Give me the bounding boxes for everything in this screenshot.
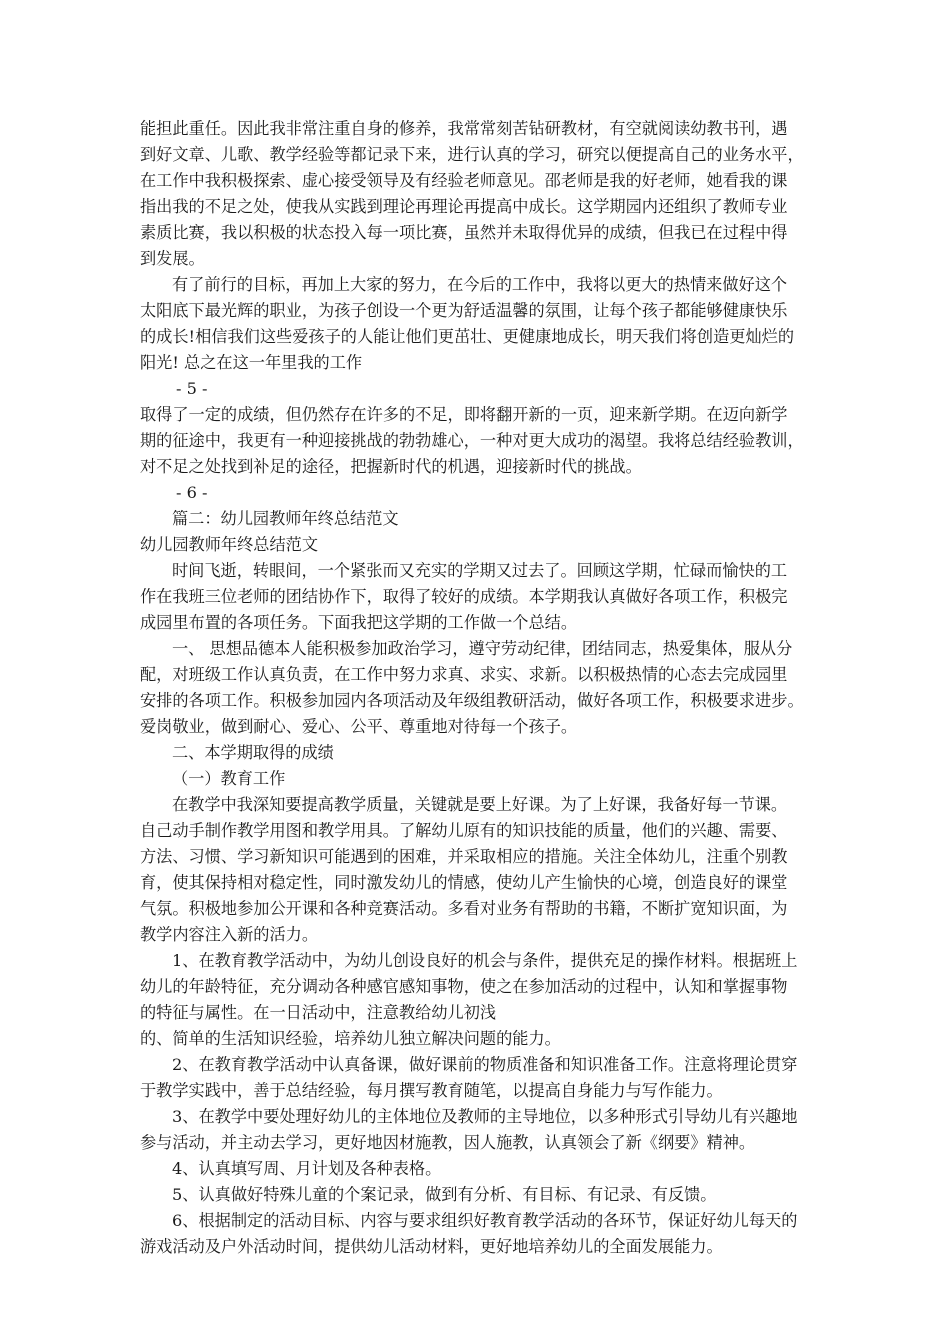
text-line: 的成长!相信我们这些爱孩子的人能让他们更茁壮、更健康地成长，明天我们将创造更灿烂的	[140, 327, 795, 346]
text-line: 素质比赛，我以积极的状态投入每一项比赛，虽然并未取得优异的成绩，但我已在过程中得	[140, 223, 788, 242]
text-line: 能担此重任。因此我非常注重自身的修养，我常常刻苦钻研教材，有空就阅读幼教书刊，遇	[140, 119, 788, 138]
text-line: 育，使其保持相对稳定性，同时激发幼儿的情感，使幼儿产生愉快的心境，创造良好的课堂	[140, 873, 788, 892]
page-number: - 5 -	[176, 379, 208, 398]
paragraph-start: 时间飞逝，转眼间，一个紧张而又充实的学期又过去了。回顾这学期，忙碌而愉快的工	[172, 561, 788, 580]
text-line: 到发展。	[140, 249, 205, 268]
text-line: 取得了一定的成绩，但仍然存在许多的不足，即将翻开新的一页，迎来新学期。在迈向新学	[140, 405, 788, 424]
document-title: 幼儿园教师年终总结范文	[140, 535, 319, 554]
text-line: 游戏活动及户外活动时间，提供幼儿活动材料，更好地培养幼儿的全面发展能力。	[140, 1237, 723, 1256]
section-heading: 篇二：幼儿园教师年终总结范文	[172, 509, 399, 528]
text-line: 的特征与属性。在一日活动中，注意教给幼儿初浅	[140, 1003, 497, 1022]
text-line: 期的征途中，我更有一种迎接挑战的勃勃雄心，一种对更大成功的渴望。我将总结经验教训，	[140, 431, 804, 450]
text-line: 作在我班三位老师的团结协作下，取得了较好的成绩。本学期我认真做好各项工作，积极完	[140, 587, 788, 606]
text-line: 配，对班级工作认真负责，在工作中努力求真、求实、求新。以积极热情的心态去完成园里	[140, 665, 788, 684]
text-line: 自己动手制作教学用图和教学用具。了解幼儿原有的知识技能的质量，他们的兴趣、需要、	[140, 821, 788, 840]
text-line: 在工作中我积极探索、虚心接受领导及有经验老师意见。邵老师是我的好老师，她看我的课	[140, 171, 788, 190]
text-line: 到好文章、儿歌、教学经验等都记录下来，进行认真的学习，研究以便提高自己的业务水平，	[140, 145, 804, 164]
list-item: 1、在教育教学活动中，为幼儿创设良好的机会与条件，提供充足的操作材料。根据班上	[172, 951, 798, 970]
text-line: 安排的各项工作。积极参加园内各项活动及年级组教研活动，做好各项工作，积极要求进步。	[140, 691, 804, 710]
text-line: 教学内容注入新的活力。	[140, 925, 319, 944]
page-number: - 6 -	[176, 483, 208, 502]
list-item: 4、认真填写周、月计划及各种表格。	[172, 1159, 442, 1178]
text-line: 成园里布置的各项任务。下面我把这学期的工作做一个总结。	[140, 613, 578, 632]
paragraph-start: 有了前行的目标，再加上大家的努力，在今后的工作中，我将以更大的热情来做好这个	[172, 275, 788, 294]
text-line: 指出我的不足之处，使我从实践到理论再理论再提高中成长。这学期园内还组织了教师专业	[140, 197, 788, 216]
paragraph-start: 一、 思想品德本人能积极参加政治学习，遵守劳动纪律，团结同志，热爱集体，服从分	[172, 639, 793, 658]
text-line: 阳光! 总之在这一年里我的工作	[140, 353, 363, 372]
text-line: 气氛。积极地参加公开课和各种竞赛活动。多看对业务有帮助的书籍，不断扩宽知识面，为	[140, 899, 788, 918]
subsection-heading: （一）教育工作	[172, 769, 286, 788]
text-line: 的、简单的生活知识经验，培养幼儿独立解决问题的能力。	[140, 1029, 561, 1048]
text-line: 方法、习惯、学习新知识可能遇到的困难，并采取相应的措施。关注全体幼儿，注重个别教	[140, 847, 788, 866]
text-line: 对不足之处找到补足的途径，把握新时代的机遇，迎接新时代的挑战。	[140, 457, 642, 476]
text-line: 太阳底下最光辉的职业，为孩子创设一个更为舒适温馨的氛围，让每个孩子都能够健康快乐	[140, 301, 788, 320]
list-item: 3、在教学中要处理好幼儿的主体地位及教师的主导地位，以多种形式引导幼儿有兴趣地	[172, 1107, 798, 1126]
text-line: 爱岗敬业，做到耐心、爱心、公平、尊重地对待每一个孩子。	[140, 717, 578, 736]
list-item: 2、在教育教学活动中认真备课，做好课前的物质准备和知识准备工作。注意将理论贯穿	[172, 1055, 798, 1074]
text-line: 于教学实践中，善于总结经验，每月撰写教育随笔，以提高自身能力与写作能力。	[140, 1081, 723, 1100]
section-heading: 二、本学期取得的成绩	[172, 743, 334, 762]
list-item: 6、根据制定的活动目标、内容与要求组织好教育教学活动的各环节，保证好幼儿每天的	[172, 1211, 798, 1230]
text-line: 幼儿的年龄特征，充分调动各种感官感知事物，使之在参加活动的过程中，认知和掌握事物	[140, 977, 788, 996]
paragraph-start: 在教学中我深知要提高教学质量，关键就是要上好课。为了上好课，我备好每一节课。	[172, 795, 788, 814]
text-line: 参与活动，并主动去学习，更好地因材施教，因人施教，认真领会了新《纲要》精神。	[140, 1133, 756, 1152]
list-item: 5、认真做好特殊儿童的个案记录，做到有分析、有目标、有记录、有反馈。	[172, 1185, 717, 1204]
